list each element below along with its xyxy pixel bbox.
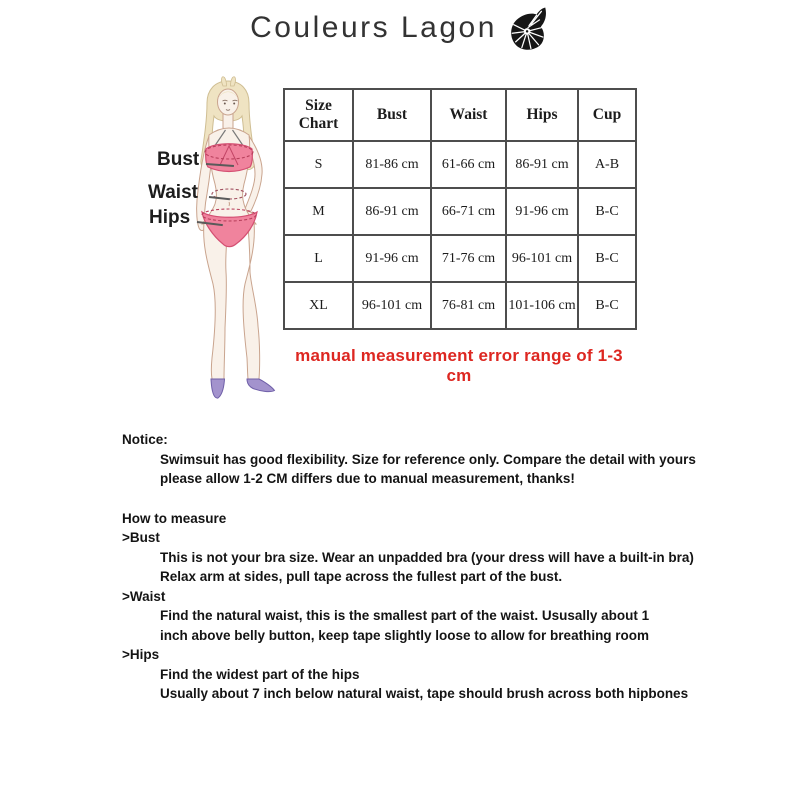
col-header-hips: Hips xyxy=(506,89,578,141)
hips-cell: 96-101 cm xyxy=(506,235,578,282)
notice-line: Swimsuit has good flexibility. Size for reference only. Compare the detail with yours xyxy=(160,451,696,467)
bust-cell: 91-96 cm xyxy=(353,235,431,282)
waist-cell: 71-76 cm xyxy=(431,235,506,282)
measure-line: This is not your bra size. Wear an unpadded bra (your dress will have a built-in bra) xyxy=(160,549,694,565)
measurement-error-note: manual measurement error range of 1-3 cm xyxy=(295,346,623,385)
notes-block xyxy=(122,430,722,704)
cup-cell: A-B xyxy=(578,141,636,188)
figure-label-bust: Bust xyxy=(157,149,200,170)
waist-cell: 66-71 cm xyxy=(431,188,506,235)
table-row-m xyxy=(284,188,636,235)
table-row-l xyxy=(284,235,636,282)
measure-heading-waist: >Waist xyxy=(122,588,166,604)
size-chart-table xyxy=(283,88,637,330)
size-cell: L xyxy=(284,235,353,282)
size-cell: M xyxy=(284,188,353,235)
cup-cell: B-C xyxy=(578,188,636,235)
measure-line: Find the natural waist, this is the smallest part of the waist. Ususally about 1 xyxy=(160,608,650,623)
table-header-row xyxy=(284,89,636,141)
measure-heading-hips: >Hips xyxy=(122,647,160,662)
size-cell: XL xyxy=(284,282,353,329)
notice-line: please allow 1-2 CM differs due to manual measurement, thanks! xyxy=(160,471,575,486)
measurement-figure-illustration xyxy=(152,76,298,408)
table-row-xl xyxy=(284,282,636,329)
brand-name: Couleurs Lagon xyxy=(250,11,497,44)
measure-line: Relax arm at sides, pull tape across the fullest part of the bust. xyxy=(160,569,563,584)
measure-line: inch above belly button, keep tape slightly loose to allow for breathing room xyxy=(160,627,650,643)
hips-cell: 101-106 cm xyxy=(506,282,578,329)
bust-cell: 96-101 cm xyxy=(353,282,431,329)
hips-cell: 86-91 cm xyxy=(506,141,578,188)
table-row-s xyxy=(284,141,636,188)
nautilus-shell-icon xyxy=(508,6,550,51)
figure-label-hips: Hips xyxy=(149,207,191,228)
brand-header xyxy=(0,4,800,52)
how-to-measure-title: How to measure xyxy=(122,510,227,526)
bust-cell: 86-91 cm xyxy=(353,188,431,235)
col-header-size-chart: Size Chart xyxy=(284,89,353,141)
cup-cell: B-C xyxy=(578,282,636,329)
col-header-waist: Waist xyxy=(431,89,506,141)
waist-cell: 61-66 cm xyxy=(431,141,506,188)
figure-label-waist: Waist xyxy=(148,182,198,203)
cup-cell: B-C xyxy=(578,235,636,282)
col-header-cup: Cup xyxy=(578,89,636,141)
measure-line: Find the widest part of the hips xyxy=(160,666,360,682)
hips-cell: 91-96 cm xyxy=(506,188,578,235)
col-header-bust: Bust xyxy=(353,89,431,141)
size-cell: S xyxy=(284,141,353,188)
bust-cell: 81-86 cm xyxy=(353,141,431,188)
measure-heading-bust: >Bust xyxy=(122,530,160,545)
measure-line: Usually about 7 inch below natural waist, tape should brush across both hipbones xyxy=(160,686,689,701)
notice-title: Notice: xyxy=(122,432,168,447)
waist-cell: 76-81 cm xyxy=(431,282,506,329)
